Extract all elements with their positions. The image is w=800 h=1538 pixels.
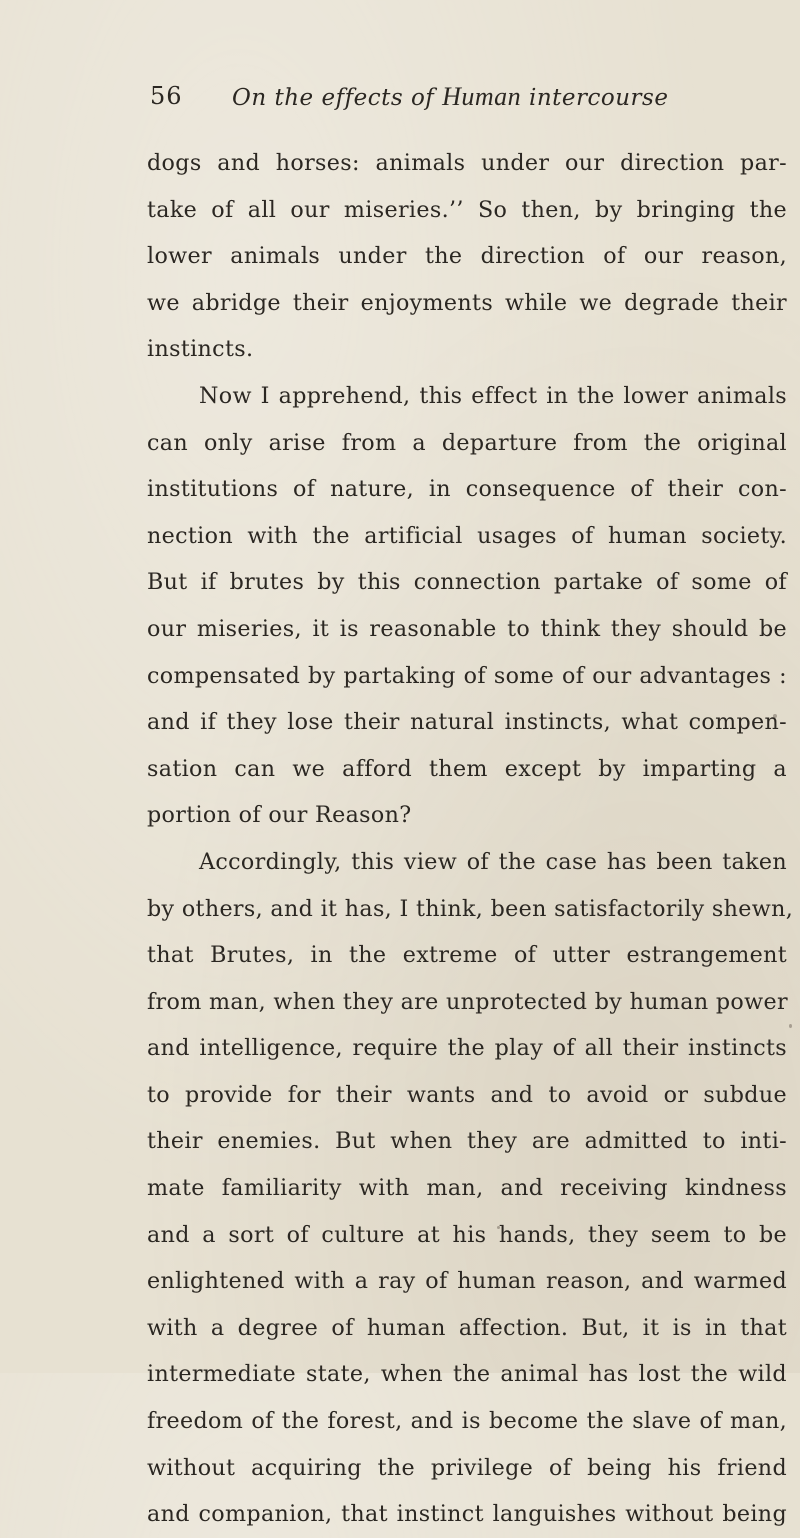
running-title-emphasis: Human <box>442 82 522 111</box>
text-line: can only arise from a departure from the original <box>147 429 787 456</box>
text-line: instincts. <box>147 336 254 363</box>
ink-speck <box>773 714 777 718</box>
text-line: from man, when they are unprotected by human power <box>147 988 788 1015</box>
text-line: portion of our Reason? <box>147 802 412 829</box>
text-line: their enemies. But when they are admitted to inti- <box>147 1128 787 1155</box>
text-line: take of all our miseries.’’ So then, by bringing the <box>147 196 787 223</box>
ink-speck <box>497 1226 500 1229</box>
text-line: and a sort of culture at his hands, they seem to be <box>147 1221 787 1248</box>
text-line: that Brutes, in the extreme of utter estrangement <box>147 942 787 969</box>
text-line: sation can we afford them except by imparting a <box>147 755 787 782</box>
text-line: institutions of nature, in consequence of their con- <box>147 476 787 503</box>
body-text <box>147 140 794 1538</box>
text-line: with a degree of human affection. But, it is in that <box>147 1314 787 1341</box>
ink-speck <box>789 1024 792 1028</box>
text-line: But if brutes by this connection partake of some of <box>147 569 787 596</box>
text-line: to provide for their wants and to avoid or subdue <box>147 1081 787 1108</box>
running-title-suffix: intercourse <box>521 85 669 111</box>
text-line: we abridge their enjoyments while we degrade their <box>147 289 787 316</box>
text-line: and intelligence, require the play of all their instincts <box>147 1035 787 1062</box>
text-line: freedom of the forest, and is become the slave of man, <box>147 1408 787 1435</box>
text-line: Now I apprehend, this effect in the lower animals <box>199 382 787 409</box>
text-line: and companion, that instinct languishes without being <box>147 1501 787 1528</box>
text-line: by others, and it has, I think, been satisfactorily shewn, <box>147 895 794 922</box>
running-head <box>150 82 780 122</box>
text-line: compensated by partaking of some of our advantages : <box>147 662 787 689</box>
text-line: and if they lose their natural instincts, what compen- <box>147 709 787 736</box>
text-line: mate familiarity with man, and receiving kindness <box>147 1175 787 1202</box>
running-title <box>232 82 668 112</box>
text-line: nection with the artificial usages of human society. <box>147 522 787 549</box>
text-line: dogs and horses: animals under our direction par- <box>147 150 787 176</box>
text-line: enlightened with a ray of human reason, and warmed <box>147 1268 787 1295</box>
text-line: intermediate state, when the animal has lost the wild <box>147 1361 787 1388</box>
text-line: lower animals under the direction of our reason, <box>147 243 787 270</box>
text-line: without acquiring the privilege of being his friend <box>147 1454 787 1481</box>
text-line: Accordingly, this view of the case has been taken <box>199 848 787 875</box>
text-line: our miseries, it is reasonable to think they should be <box>147 615 787 642</box>
running-title-prefix: On the effects of <box>232 85 443 111</box>
page-number: 56 <box>150 82 183 110</box>
